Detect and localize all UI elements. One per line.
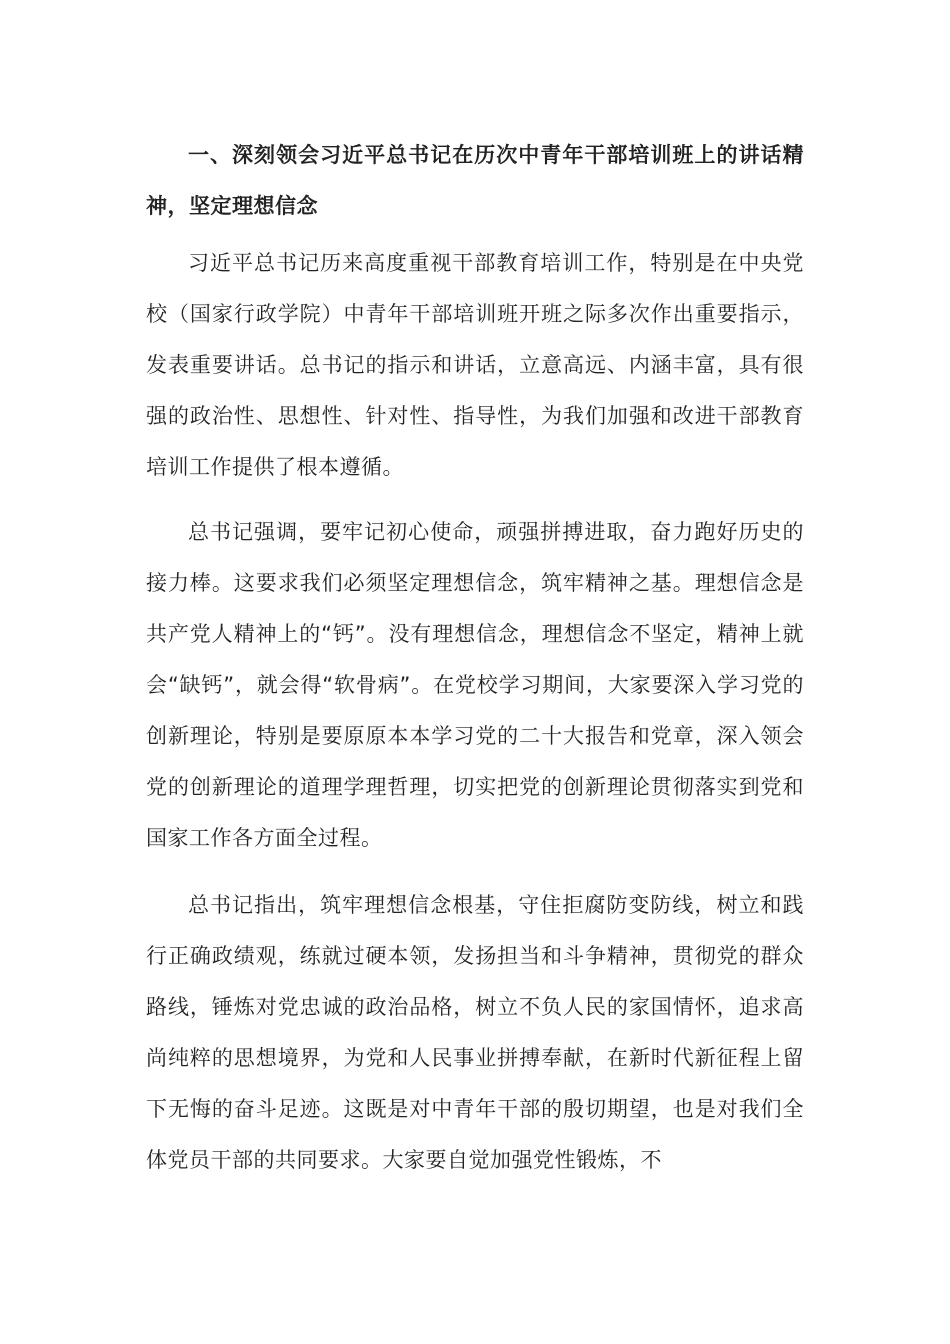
paragraph-2: 总书记强调，要牢记初心使命，顽强拼搏进取，奋力跑好历史的接力棒。这要求我们必须坚定理想信念，筑牢精神之基。理想信念是共产党人精神上的“钙”。没有理想信念，理想信念不坚定，精神上就会“缺钙”，就会得“软骨病”。在党校学习期间，大家要深入学习党的创新理论，特别是要原原本本学习党的二十大报告和党章，深入领会党的创新理论的道理学理哲理，切实把党的创新理论贯彻落实到党和国家工作各方面全过程。 — [146, 520, 804, 850]
document-body — [146, 130, 804, 1186]
paragraph-1: 习近平总书记历来高度重视干部教育培训工作，特别是在中央党校（国家行政学院）中青年干部培训班开班之际多次作出重要指示，发表重要讲话。总书记的指示和讲话，立意高远、内涵丰富，具有很强的政治性、思想性、针对性、指导性，为我们加强和改进干部教育培训工作提供了根本遵循。 — [146, 251, 804, 479]
section-heading: 一、深刻领会习近平总书记在历次中青年干部培训班上的讲话精神，坚定理想信念 — [146, 143, 804, 218]
paragraph-3: 总书记指出，筑牢理想信念根基，守住拒腐防变防线，树立和践行正确政绩观，练就过硬本领，发扬担当和斗争精神，贯彻党的群众路线，锤炼对党忠诚的政治品格，树立不负人民的家国情怀，追求高尚纯粹的思想境界，为党和人民事业拼搏奉献，在新时代新征程上留下无悔的奋斗足迹。这既是对中青年干部的殷切期望，也是对我们全体党员干部的共同要求。大家要自觉加强党性锻炼，不 — [146, 893, 804, 1172]
